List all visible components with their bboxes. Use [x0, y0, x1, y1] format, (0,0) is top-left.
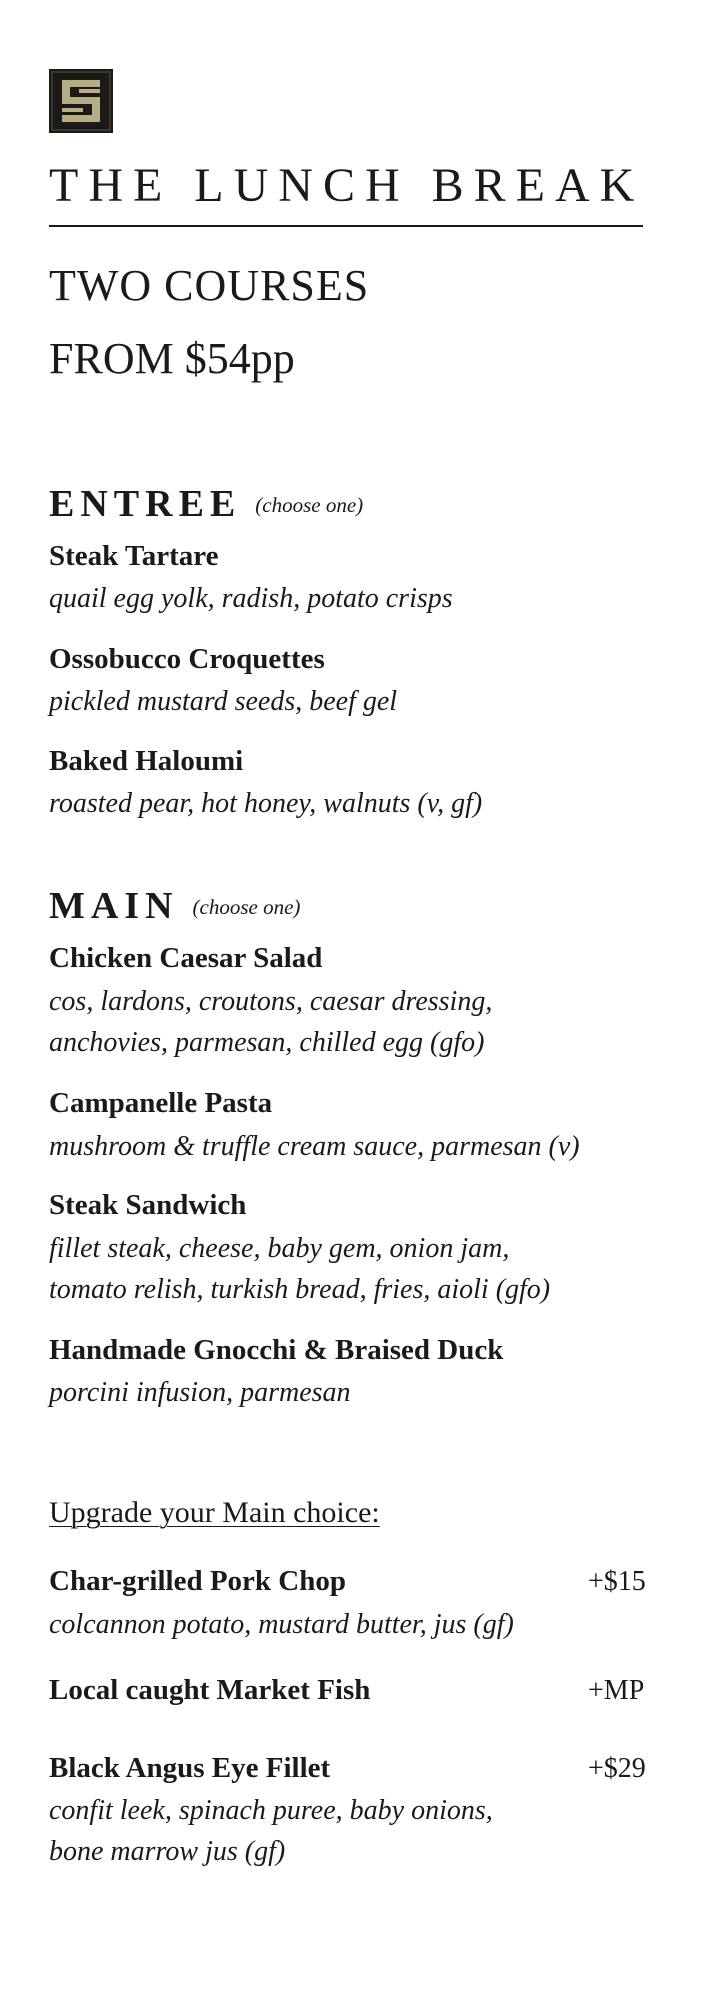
entree-note: (choose one): [255, 493, 364, 517]
offer-price: FROM $54pp: [49, 334, 295, 383]
menu-title: THE LUNCH BREAK: [49, 159, 645, 212]
dish-description: cos, lardons, croutons, caesar dressing, anchovies, parmesan, chilled egg (gfo): [49, 986, 493, 1058]
upgrade-heading: Upgrade your Main choice:: [49, 1496, 380, 1529]
offer-headline: TWO COURSES: [49, 261, 370, 310]
dish-name: Ossobucco Croquettes: [49, 643, 325, 675]
dish-description: confit leek, spinach puree, baby onions, bone marrow jus (gf): [49, 1795, 493, 1867]
dish-name: Steak Sandwich: [49, 1189, 247, 1221]
dish-description: fillet steak, cheese, baby gem, onion jam, tomato relish, turkish bread, fries, aioli (gfo): [49, 1233, 551, 1305]
dish-name: Handmade Gnocchi & Braised Duck: [49, 1334, 504, 1366]
dish-description: quail egg yolk, radish, potato crisps: [49, 583, 453, 614]
dish-description: roasted pear, hot honey, walnuts (v, gf): [49, 788, 483, 819]
dish-description: mushroom & truffle cream sauce, parmesan (v): [49, 1131, 580, 1162]
main-title: MAIN: [49, 885, 179, 927]
upgrade-price: +$15: [588, 1566, 646, 1597]
main-heading: [49, 884, 300, 928]
dish-name: Black Angus Eye Fillet: [49, 1752, 331, 1784]
dish-description: porcini infusion, parmesan: [49, 1377, 351, 1408]
dish-name: Char-grilled Pork Chop: [49, 1565, 346, 1597]
upgrade-price: +$29: [588, 1753, 646, 1784]
upgrade-price: +MP: [588, 1675, 645, 1706]
dish-name: Campanelle Pasta: [49, 1087, 273, 1119]
restaurant-logo-s-icon: [49, 69, 113, 133]
dish-name: Chicken Caesar Salad: [49, 942, 323, 974]
dish-name: Local caught Market Fish: [49, 1674, 371, 1706]
title-divider: [49, 225, 643, 227]
entree-title: ENTREE: [49, 483, 242, 525]
dish-description: pickled mustard seeds, beef gel: [49, 686, 398, 717]
entree-heading: [49, 482, 363, 526]
dish-name: Baked Haloumi: [49, 745, 244, 777]
dish-name: Steak Tartare: [49, 540, 219, 572]
dish-description: colcannon potato, mustard butter, jus (gf): [49, 1609, 514, 1640]
main-note: (choose one): [192, 895, 301, 919]
